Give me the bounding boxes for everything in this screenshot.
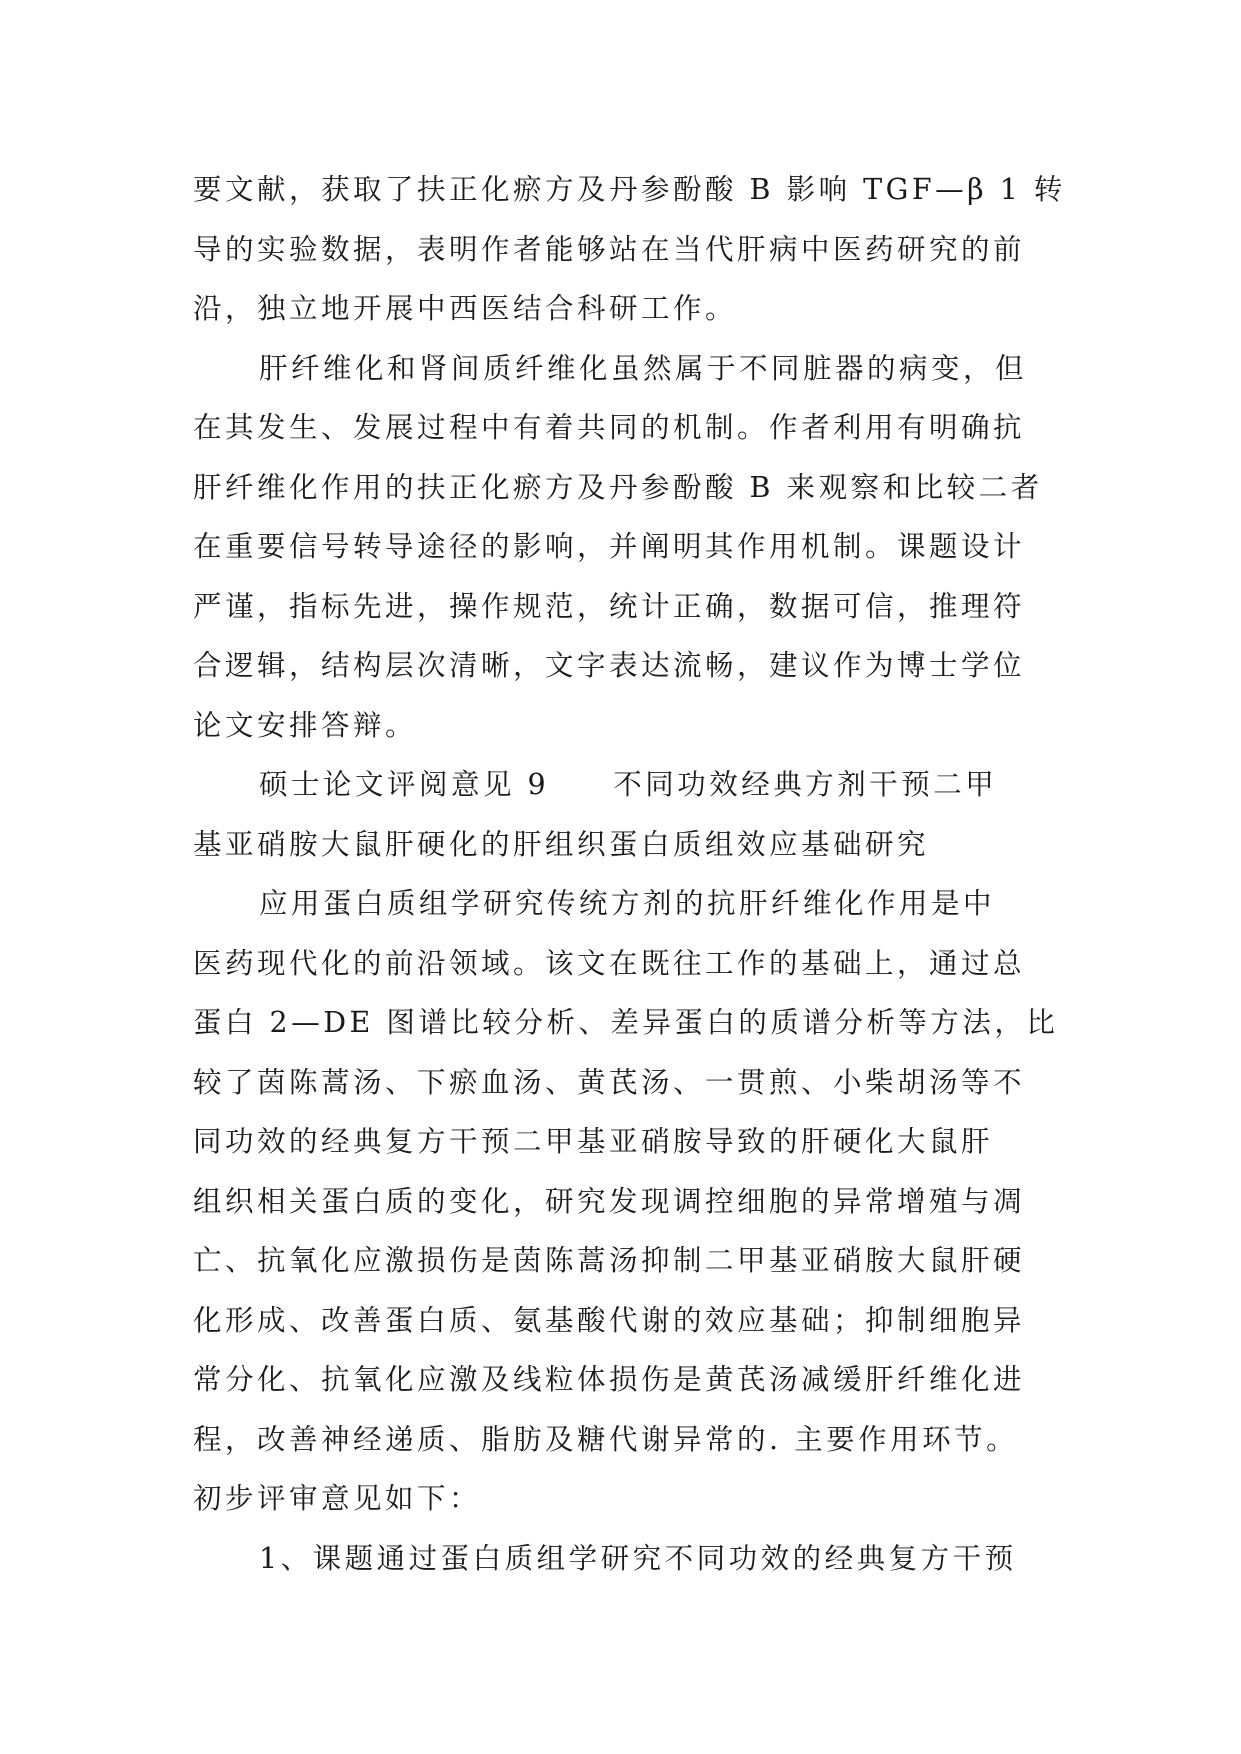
text-line: 亡、抗氧化应激损伤是茵陈蒿汤抑制二甲基亚硝胺大鼠肝硬: [193, 1244, 1026, 1277]
text-line: 程，改善神经递质、脂肪及糖代谢异常的. 主要作用环节。: [193, 1422, 1019, 1456]
text-line: 常分化、抗氧化应激及线粒体损伤是黄芪汤减缓肝纤维化进: [193, 1363, 1026, 1396]
text-line: 在其发生、发展过程中有着共同的机制。作者利用有明确抗: [193, 411, 1026, 444]
text-line: 要文献，获取了扶正化瘀方及丹参酚酸 B 影响 TGF—β 1 转: [193, 173, 1066, 206]
section-heading-line: 硕士论文评阅意见 9 不同功效经典方剂干预二甲: [259, 768, 998, 801]
text-line: 肝纤维化和肾间质纤维化虽然属于不同脏器的病变，但: [259, 351, 1028, 385]
list-item-line: 1、课题通过蛋白质组学研究不同功效的经典复方干预: [259, 1541, 1017, 1575]
text-line: 化形成、改善蛋白质、氨基酸代谢的效应基础；抑制细胞异: [193, 1303, 1026, 1337]
text-line: 较了茵陈蒿汤、下瘀血汤、黄芪汤、一贯煎、小柴胡汤等不: [193, 1065, 1026, 1099]
text-line: 严谨，指标先进，操作规范，统计正确，数据可信，推理符: [193, 589, 1026, 623]
section-heading-line: 基亚硝胺大鼠肝硬化的肝组织蛋白质组效应基础研究: [193, 827, 930, 861]
text-line: 应用蛋白质组学研究传统方剂的抗肝纤维化作用是中: [259, 887, 996, 920]
text-line: 肝纤维化作用的扶正化瘀方及丹参酚酸 B 来观察和比较二者: [193, 470, 1043, 504]
text-line: 论文安排答辩。: [193, 708, 418, 742]
text-line: 蛋白 2—DE 图谱比较分析、差异蛋白的质谱分析等方法，比: [193, 1006, 1059, 1039]
text-line: 导的实验数据，表明作者能够站在当代肝病中医药研究的前: [193, 232, 1026, 266]
text-line: 合逻辑，结构层次清晰，文字表达流畅，建议作为博士学位: [193, 649, 1026, 682]
body-text: [193, 160, 1066, 1588]
text-line: 初步评审意见如下：: [193, 1482, 482, 1515]
text-line: 沿，独立地开展中西医结合科研工作。: [193, 292, 738, 325]
text-line: 在重要信号转导途径的影响，并阐明其作用机制。课题设计: [193, 530, 1026, 563]
text-line: 同功效的经典复方干预二甲基亚硝胺导致的肝硬化大鼠肝: [193, 1125, 994, 1158]
text-line: 医药现代化的前沿领域。该文在既往工作的基础上，通过总: [193, 946, 1026, 980]
text-line: 组织相关蛋白质的变化，研究发现调控细胞的异常增殖与凋: [193, 1184, 1026, 1218]
